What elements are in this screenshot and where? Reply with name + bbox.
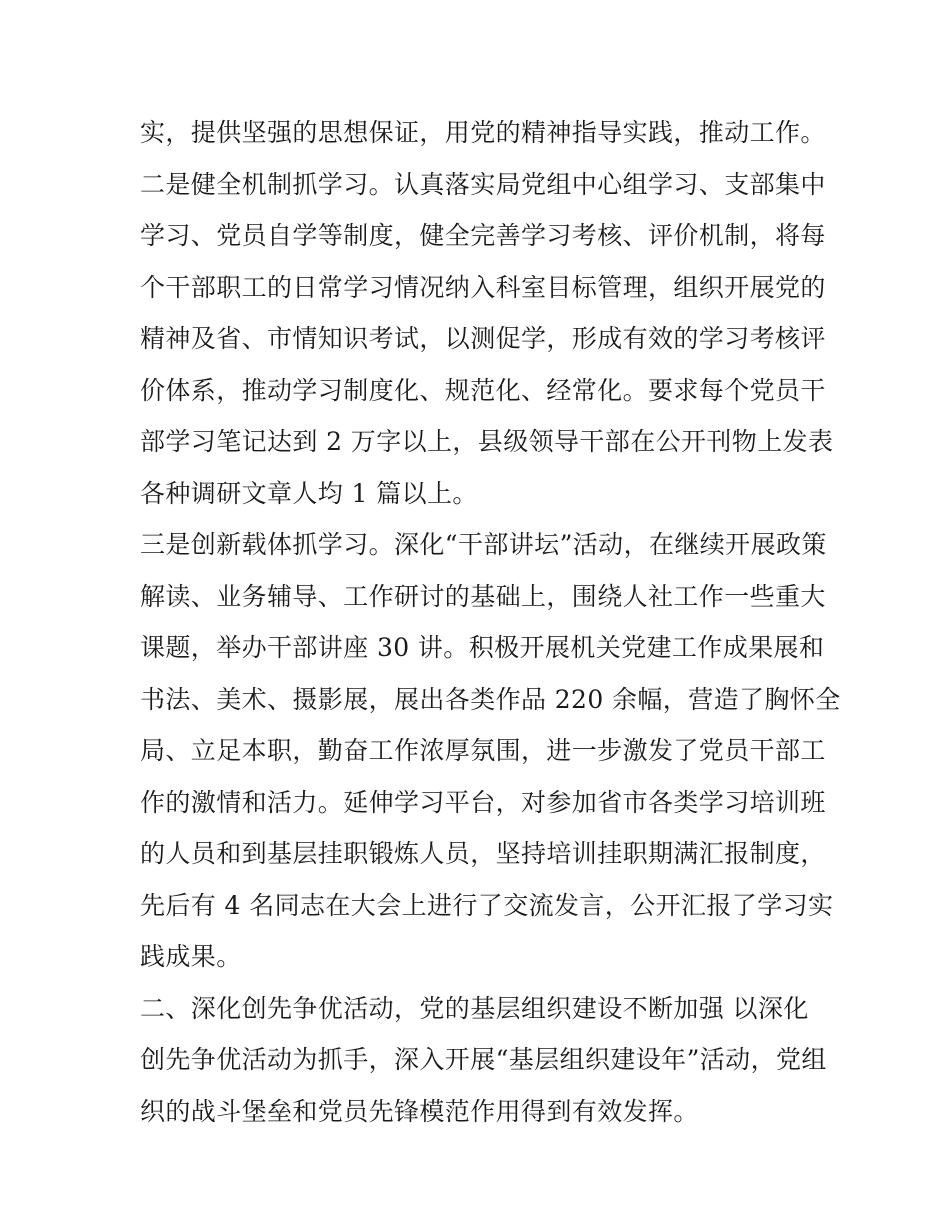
text-line: 创先争优活动为抓手，深入开展“基层组织建设年”活动，党组 xyxy=(140,1045,827,1074)
text-line: 精神及省、市情知识考试，以测促学，形成有效的学习考核评 xyxy=(140,324,826,353)
text-line: 各种调研文章人均 1 篇以上。 xyxy=(140,478,478,508)
text-line: 学习、党员自学等制度，健全完善学习考核、评价机制，将每 xyxy=(140,221,826,250)
text-line: 作的激情和活力。延伸学习平台，对参加省市各类学习培训班 xyxy=(140,787,826,817)
text-line: 实，提供坚强的思想保证，用党的精神指导实践，推动工作。 xyxy=(140,118,826,147)
text-line: 书法、美术、摄影展，展出各类作品 220 余幅，营造了胸怀全 xyxy=(140,684,841,714)
text-line: 三是创新载体抓学习。深化“干部讲坛”活动，在继续开展政策 xyxy=(140,530,827,559)
text-line: 先后有 4 名同志在大会上进行了交流发言，公开汇报了学习实 xyxy=(140,890,834,920)
text-line: 织的战斗堡垒和党员先锋模范作用得到有效发挥。 xyxy=(140,1096,699,1126)
text-line: 价体系，推动学习制度化、规范化、经常化。要求每个党员干 xyxy=(140,375,826,405)
text-line: 践成果。 xyxy=(140,942,242,971)
document-body xyxy=(140,107,841,1137)
text-line: 部学习笔记达到 2 万字以上，县级领导干部在公开刊物上发表 xyxy=(140,427,834,456)
text-line: 二、深化创先争优活动，党的基层组织建设不断加强 以深化 xyxy=(140,993,809,1023)
text-line: 解读、业务辅导、工作研讨的基础上，围绕人社工作一些重大 xyxy=(140,581,826,611)
text-line: 的人员和到基层挂职锻炼人员，坚持培训挂职期满汇报制度， xyxy=(140,839,826,868)
text-line: 二是健全机制抓学习。认真落实局党组中心组学习、支部集中 xyxy=(140,169,826,199)
text-line: 课题，举办干部讲座 30 讲。积极开展机关党建工作成果展和 xyxy=(140,633,825,662)
text-line: 局、立足本职，勤奋工作浓厚氛围，进一步激发了党员干部工 xyxy=(140,736,826,765)
text-line: 个干部职工的日常学习情况纳入科室目标管理，组织开展党的 xyxy=(140,272,826,302)
